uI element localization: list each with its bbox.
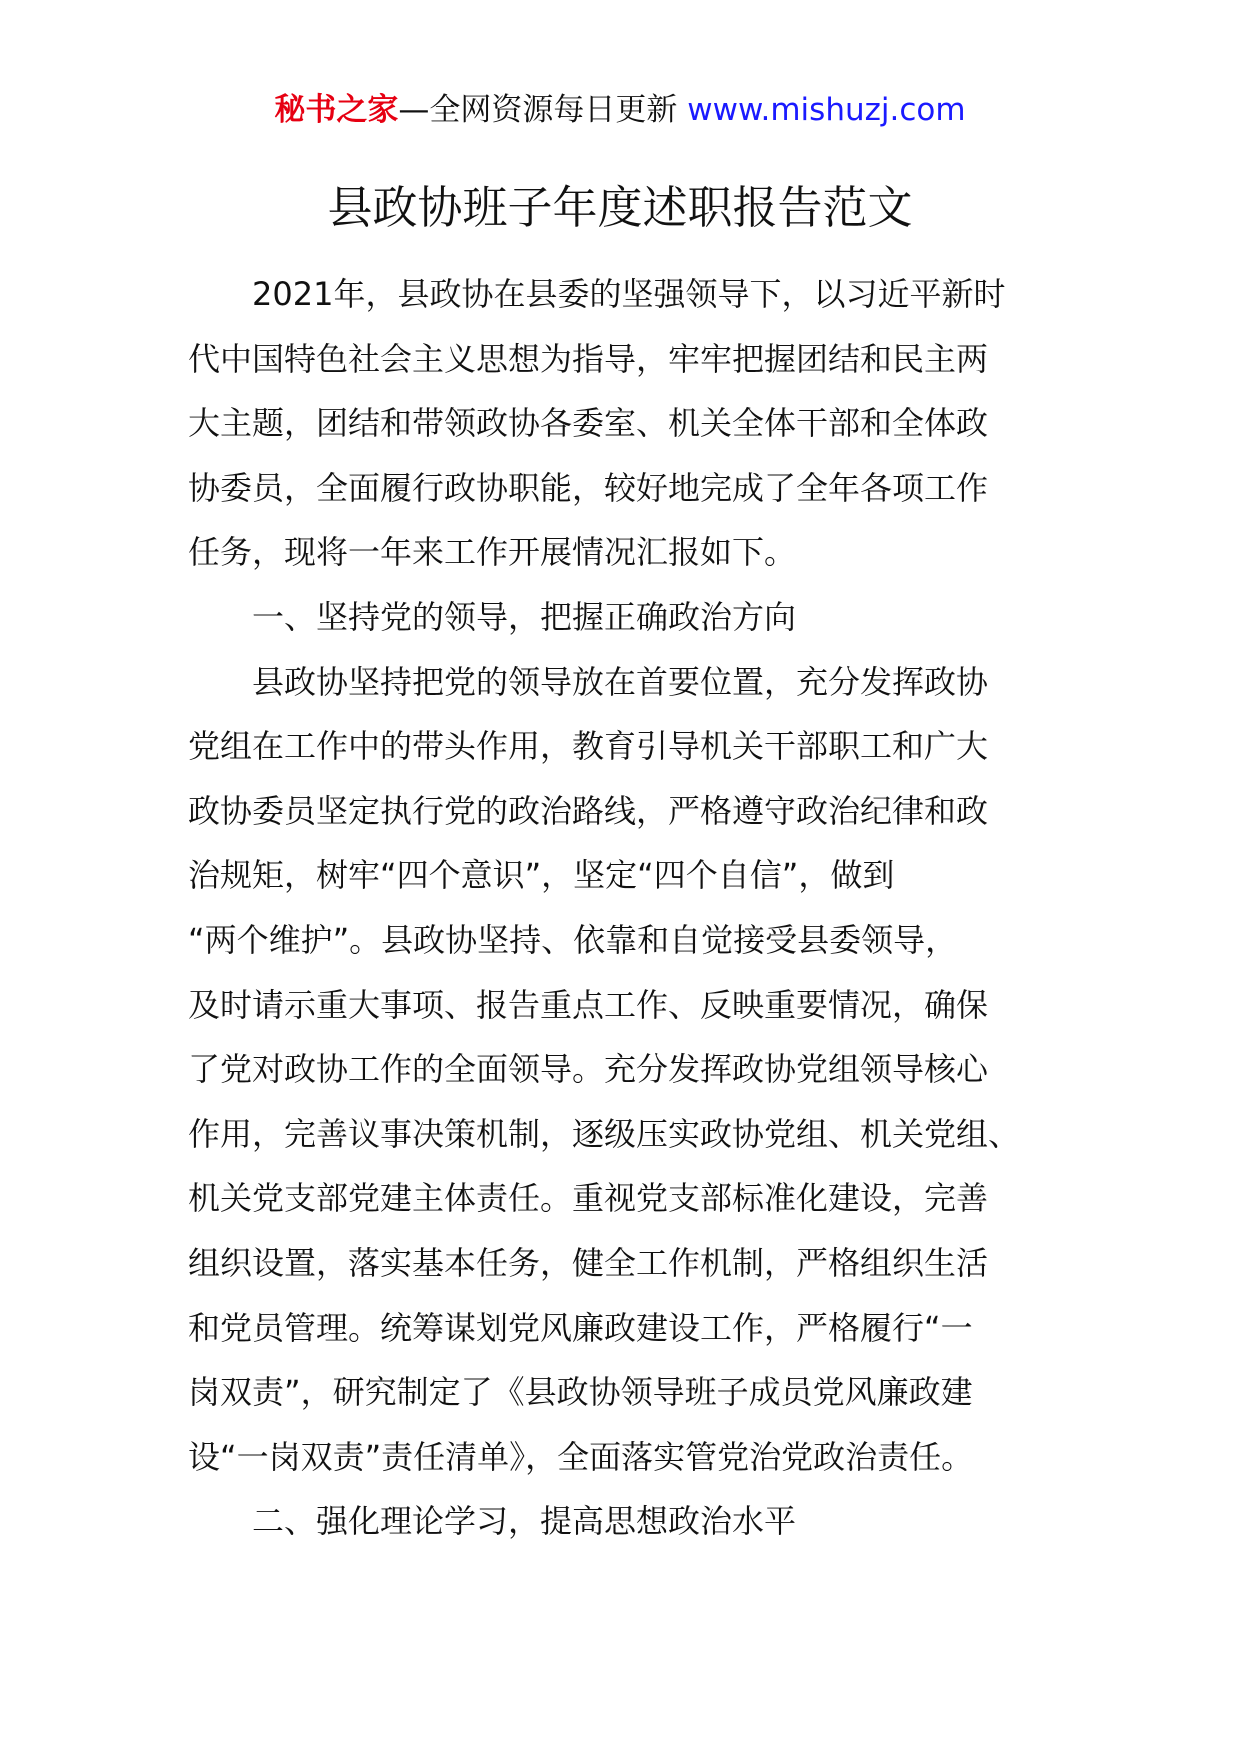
body-line: 任务，现将一年来工作开展情况汇报如下。 — [188, 533, 797, 572]
body-line: 协委员，全面履行政协职能，较好地完成了全年各项工作 — [188, 468, 989, 507]
website-link[interactable]: www.mishuzj.com — [687, 92, 966, 128]
document-body — [188, 262, 1058, 1554]
body-line: 机关党支部党建主体责任。重视党支部标准化建设，完善 — [188, 1179, 989, 1218]
body-line: 党组在工作中的带头作用，教育引导机关干部职工和广大 — [188, 727, 989, 766]
body-line: 及时请示重大事项、报告重点工作、反映重要情况，确保 — [188, 985, 989, 1024]
body-line: 了党对政协工作的全面领导。充分发挥政协党组领导核心 — [188, 1050, 989, 1089]
brand-name: 秘书之家 — [274, 92, 399, 128]
site-header — [0, 88, 1240, 132]
body-line: 和党员管理。统筹谋划党风廉政建设工作，严格履行“一 — [188, 1308, 973, 1347]
body-line: 作用，完善议事决策机制，逐级压实政协党组、机关党组、 — [188, 1114, 1021, 1153]
body-line: 治规矩，树牢“四个意识”，坚定“四个自信”，做到 — [188, 856, 895, 895]
body-line: 县政协坚持把党的领导放在首要位置，充分发挥政协 — [188, 662, 989, 701]
body-line: 岗双责”，研究制定了《县政协领导班子成员党风廉政建 — [188, 1373, 973, 1412]
body-line: 代中国特色社会主义思想为指导，牢牢把握团结和民主两 — [188, 339, 989, 378]
body-line: 政协委员坚定执行党的政治路线，严格遵守政治纪律和政 — [188, 791, 989, 830]
body-line: 组织设置，落实基本任务，健全工作机制，严格组织生活 — [188, 1243, 989, 1282]
section-heading-2: 二、强化理论学习，提高思想政治水平 — [188, 1502, 797, 1541]
body-line: 设“一岗双责”责任清单》，全面落实管党治党政治责任。 — [188, 1437, 974, 1476]
body-line: 大主题，团结和带领政协各委室、机关全体干部和全体政 — [188, 404, 989, 443]
header-tagline: —全网资源每日更新 — [398, 92, 688, 128]
section-heading-1: 一、坚持党的领导，把握正确政治方向 — [188, 597, 797, 636]
document-title: 县政协班子年度述职报告范文 — [327, 181, 913, 234]
body-line: “两个维护”。县政协坚持、依靠和自觉接受县委领导， — [188, 920, 958, 959]
body-line: 2021年，县政协在县委的坚强领导下，以习近平新时 — [188, 275, 1006, 313]
